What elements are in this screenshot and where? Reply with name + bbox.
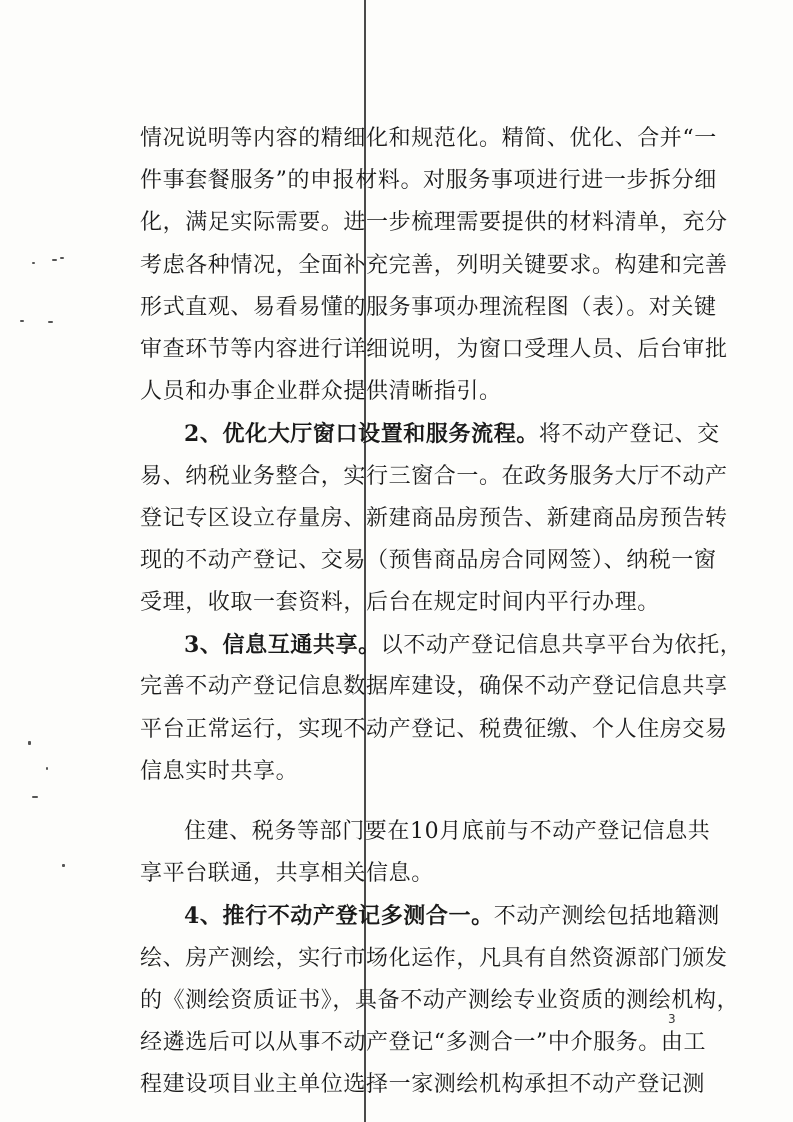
text-line: 登记专区设立存量房、新建商品房预告、新建商品房预告转 xyxy=(140,505,728,531)
text-line: 件事套餐服务”的申报材料。对服务事项进行进一步拆分细 xyxy=(140,168,717,194)
section-heading: 4、推行不动产登记多测合一。 xyxy=(184,903,494,930)
text-line: 情况说明等内容的精细化和规范化。精简、优化、合并“一 xyxy=(140,126,717,151)
text-line xyxy=(140,895,720,937)
text-line xyxy=(140,624,743,666)
text-line: 易、纳税业务整合，实行三窗合一。在政务服务大厅不动产 xyxy=(140,463,728,489)
text-line: 住建、税务等部门要在10月底前与不动产登记信息共 xyxy=(184,819,711,844)
text-line: 完善不动产登记信息数据库建设，确保不动产登记信息共享 xyxy=(140,674,728,700)
text-line: 经遴选后可以从事不动产登记“多测合一”中介服务。由工 xyxy=(140,1029,707,1055)
text-line: 程建设项目业主单位选择一家测绘机构承担不动产登记测 xyxy=(140,1072,706,1098)
section-heading: 3、信息互通共享。 xyxy=(184,632,381,659)
body-text xyxy=(140,118,743,1106)
text-line: 现的不动产登记、交易（预售商品房合同网签）、纳税一窗 xyxy=(140,547,717,573)
paragraph-4 xyxy=(140,811,711,895)
scan-speck xyxy=(48,321,53,323)
page-number: 3 xyxy=(668,1012,676,1026)
scan-speck xyxy=(46,767,48,770)
paragraph-5 xyxy=(140,895,740,1106)
paragraph-2 xyxy=(140,413,728,624)
text-line: 受理，收取一套资料，后台在规定时间内平行办理。 xyxy=(140,590,660,616)
scan-speck xyxy=(60,257,64,259)
text-line: 考虑各种情况，全面补充完善，列明关键要求。构建和完善 xyxy=(140,252,728,278)
text-line: 形式直观、易看易懂的服务事项办理流程图（表）。对关键 xyxy=(140,294,717,320)
scan-speck xyxy=(32,262,35,264)
scan-speck xyxy=(20,320,24,322)
text-line: 平台正常运行，实现不动产登记、税费征缴、个人住房交易 xyxy=(140,716,728,742)
scan-speck xyxy=(62,864,65,867)
text-line: 绘、房产测绘，实行市场化运作，凡具有自然资源部门颁发 xyxy=(140,945,728,971)
scan-speck xyxy=(28,741,31,745)
text-line: 享平台联通，共享相关信息。 xyxy=(140,861,434,887)
text-line: 信息实时共享。 xyxy=(140,758,299,784)
text-line xyxy=(140,413,720,455)
paragraph-3 xyxy=(140,624,743,793)
text-line: 化，满足实际需要。进一步梳理需要提供的材料清单，充分 xyxy=(140,210,728,236)
paragraph-gap xyxy=(140,793,680,811)
paragraph-1 xyxy=(140,118,728,413)
text-run: 不动产测绘包括地籍测 xyxy=(493,904,720,930)
text-line: 的《测绘资质证书》，具备不动产测绘专业资质的测绘机构， xyxy=(140,987,740,1013)
scan-speck xyxy=(52,259,57,261)
text-line: 审查环节等内容进行详细说明，为窗口受理人员、后台审批 xyxy=(140,336,728,362)
section-heading: 2、优化大厅窗口设置和服务流程。 xyxy=(184,421,539,448)
text-line: 人员和办事企业群众提供清晰指引。 xyxy=(140,379,502,405)
scan-speck xyxy=(32,796,38,798)
text-run: 将不动产登记、交 xyxy=(538,422,720,448)
text-run: 以不动产登记信息共享平台为依托， xyxy=(380,633,743,659)
